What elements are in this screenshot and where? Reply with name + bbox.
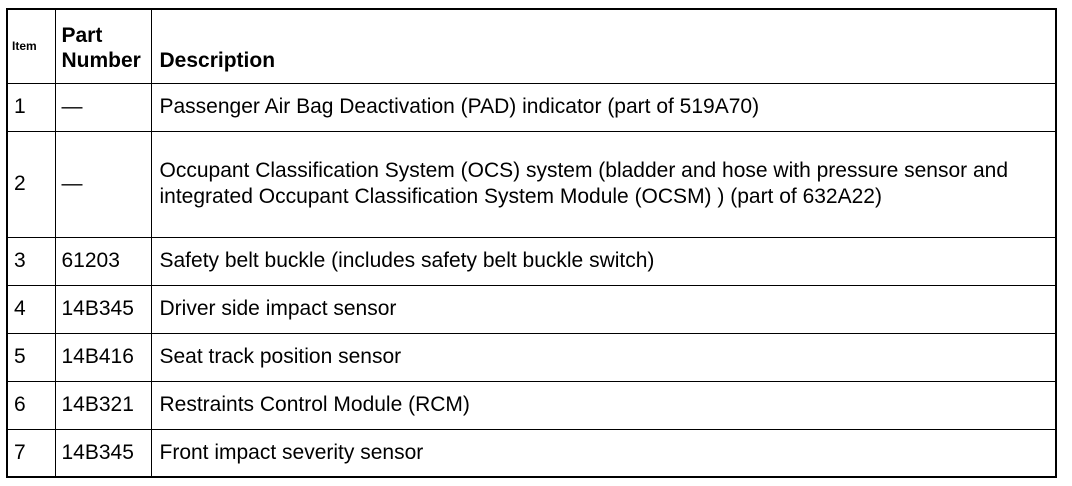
table-row bbox=[7, 285, 1056, 333]
header-description: Description bbox=[151, 9, 1056, 83]
cell-description: Front impact severity sensor bbox=[151, 429, 1056, 477]
cell-item: 3 bbox=[7, 237, 55, 285]
table-row bbox=[7, 83, 1056, 131]
cell-part-number: — bbox=[55, 83, 151, 131]
cell-description: Occupant Classification System (OCS) system (bladder and hose with pressure sensor and integrated Occupant Classification System Module (OCSM) ) (part of 632A22) bbox=[151, 131, 1056, 237]
cell-part-number: — bbox=[55, 131, 151, 237]
table-row bbox=[7, 237, 1056, 285]
cell-item: 6 bbox=[7, 381, 55, 429]
header-item: Item bbox=[7, 9, 55, 83]
cell-description: Restraints Control Module (RCM) bbox=[151, 381, 1056, 429]
header-part-number: Part Number bbox=[55, 9, 151, 83]
cell-description: Safety belt buckle (includes safety belt buckle switch) bbox=[151, 237, 1056, 285]
table-header-row bbox=[7, 9, 1056, 83]
table-row bbox=[7, 131, 1056, 237]
cell-item: 7 bbox=[7, 429, 55, 477]
cell-part-number: 14B416 bbox=[55, 333, 151, 381]
parts-table bbox=[6, 8, 1057, 478]
table-row bbox=[7, 381, 1056, 429]
cell-description: Passenger Air Bag Deactivation (PAD) indicator (part of 519A70) bbox=[151, 83, 1056, 131]
cell-part-number: 14B345 bbox=[55, 429, 151, 477]
cell-item: 1 bbox=[7, 83, 55, 131]
cell-part-number: 61203 bbox=[55, 237, 151, 285]
cell-description: Seat track position sensor bbox=[151, 333, 1056, 381]
cell-item: 5 bbox=[7, 333, 55, 381]
cell-part-number: 14B345 bbox=[55, 285, 151, 333]
table-row bbox=[7, 429, 1056, 477]
cell-part-number: 14B321 bbox=[55, 381, 151, 429]
table-row bbox=[7, 333, 1056, 381]
cell-item: 4 bbox=[7, 285, 55, 333]
cell-item: 2 bbox=[7, 131, 55, 237]
cell-description: Driver side impact sensor bbox=[151, 285, 1056, 333]
